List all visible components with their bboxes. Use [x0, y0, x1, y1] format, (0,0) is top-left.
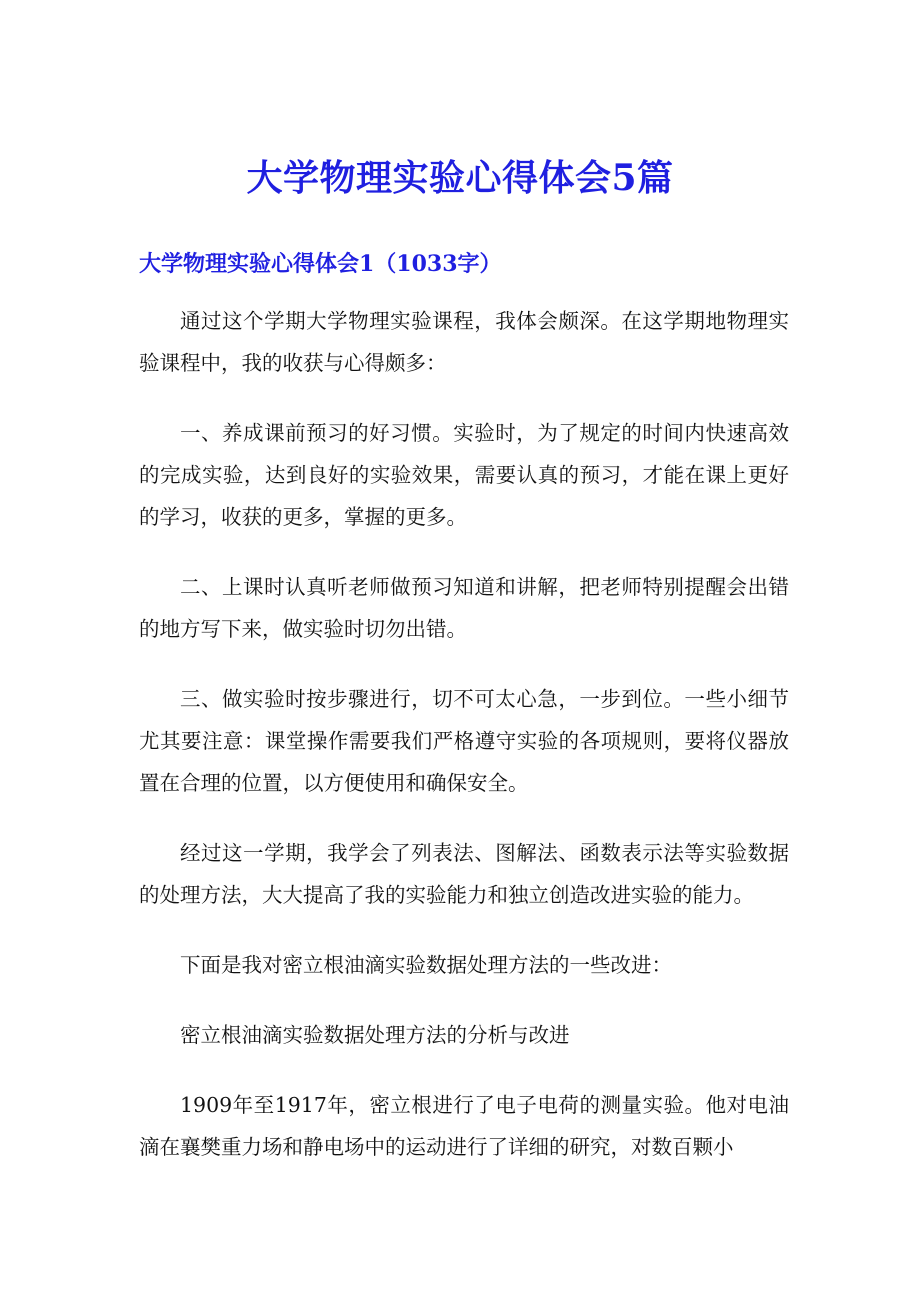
paragraph: 通过这个学期大学物理实验课程，我体会颇深。在这学期地物理实验课程中，我的收获与心得颇多：	[139, 309, 789, 375]
paragraph: 密立根油滴实验数据处理方法的分析与改进	[180, 1023, 570, 1047]
section-heading: 大学物理实验心得体会1（1033字）	[139, 251, 502, 278]
paragraph: 经过这一学期，我学会了列表法、图解法、函数表示法等实验数据的处理方法，大大提高了我的实验能力和独立创造改进实验的能力。	[139, 841, 789, 907]
paragraph: 三、做实验时按步骤进行，切不可太心急，一步到位。一些小细节尤其要注意：课堂操作需要我们严格遵守实验的各项规则，要将仪器放置在合理的位置，以方便使用和确保安全。	[139, 687, 789, 795]
document-body	[139, 300, 789, 1168]
paragraph: 二、上课时认真听老师做预习知道和讲解，把老师特别提醒会出错的地方写下来，做实验时切勿出错。	[139, 575, 789, 641]
paragraph: 1909年至1917年，密立根进行了电子电荷的测量实验。他对电油滴在襄樊重力场和静电场中的运动进行了详细的研究，对数百颗小	[139, 1093, 789, 1159]
document-title: 大学物理实验心得体会5篇	[246, 157, 674, 200]
paragraph: 一、养成课前预习的好习惯。实验时，为了规定的时间内快速高效的完成实验，达到良好的实验效果，需要认真的预习，才能在课上更好的学习，收获的更多，掌握的更多。	[139, 421, 789, 529]
paragraph: 下面是我对密立根油滴实验数据处理方法的一些改进：	[180, 953, 672, 977]
